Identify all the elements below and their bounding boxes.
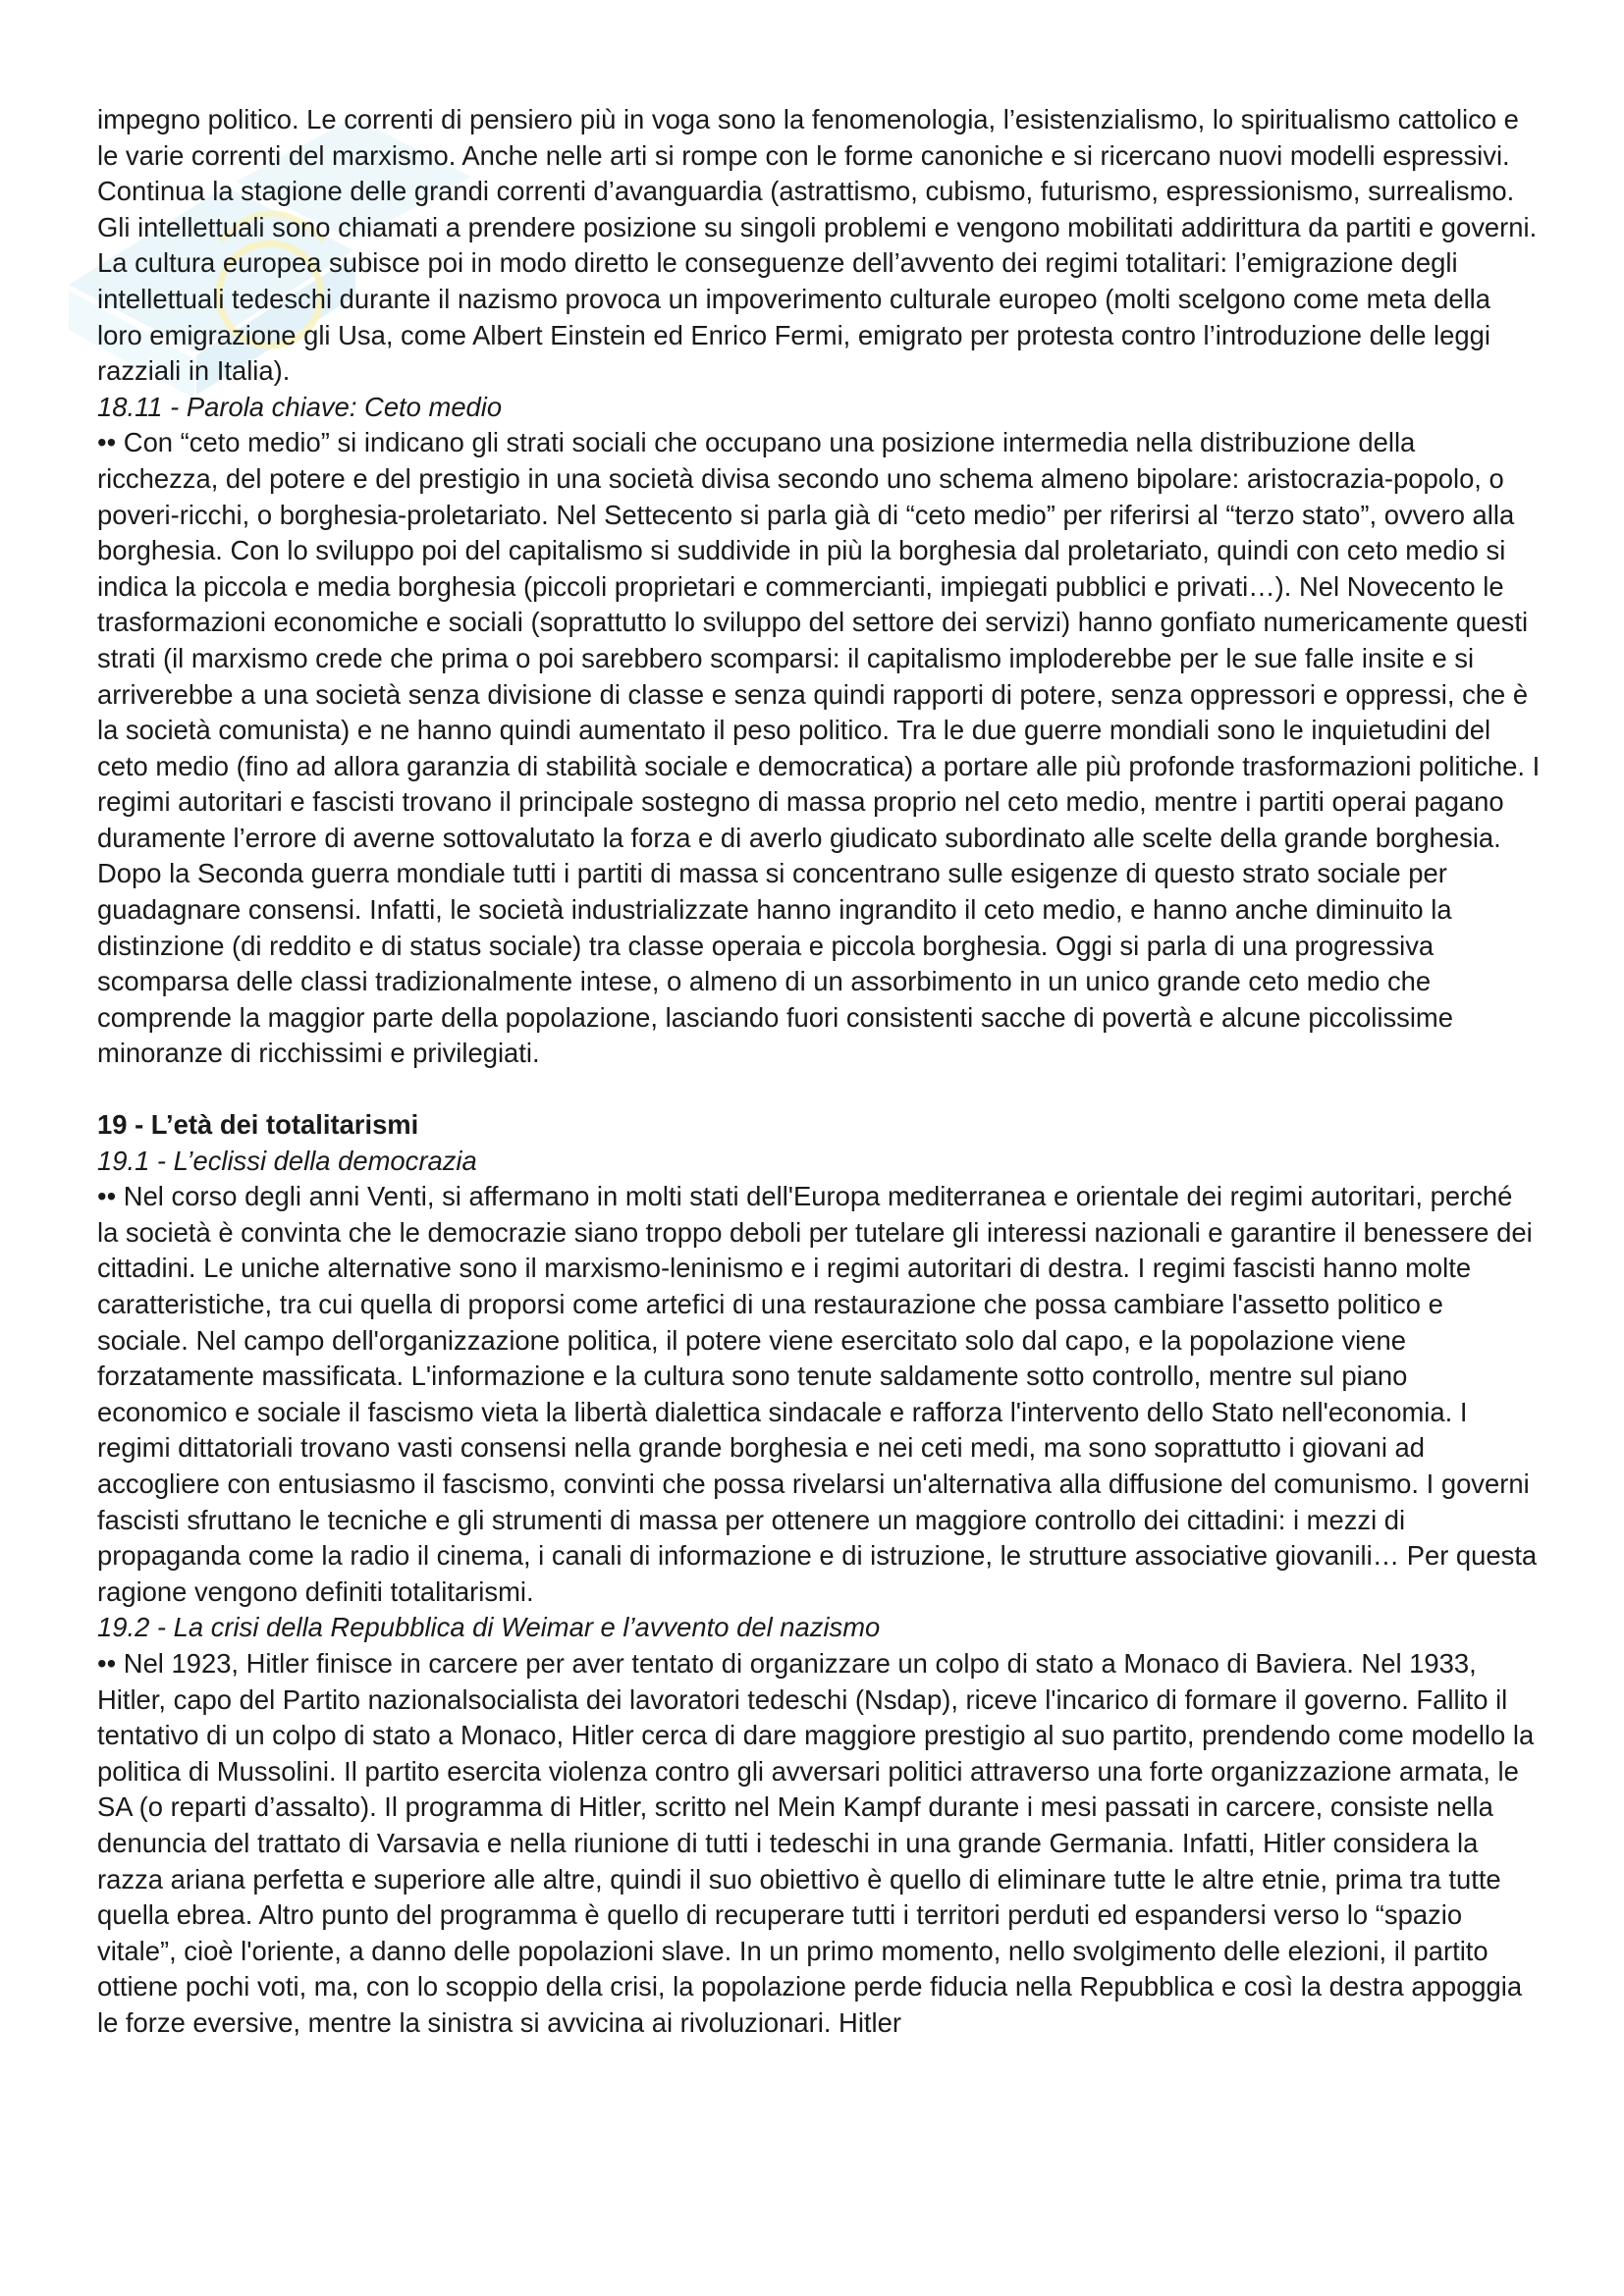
chapter-title: 19 - L’età dei totalitarismi: [97, 1109, 419, 1141]
document-page: [97, 102, 1541, 2041]
section-heading: 19.2 - La crisi della Repubblica di Weimar e l’avvento del nazismo: [97, 1612, 881, 1643]
paragraph: impegno politico. Le correnti di pensiero più in voga sono la fenomenologia, l’esistenzialismo, lo spiritualismo cattolico e le varie correnti del marxismo. Anche nelle arti si rompe con le forme canoniche e si ricercano nuovi modelli espressivi. Continua la stagione delle grandi correnti d’avanguardia (astrattismo, cubismo, futurismo, espressionismo, surrealismo. Gli intellettuali sono chiamati a prendere posizione su singoli problemi e vengono mobilitati addirittura da partiti e governi. La cultura europea subisce poi in modo diretto le conseguenze dell’avvento dei regimi totalitari: l’emigrazione degli intellettuali tedeschi durante il nazismo provoca un impoverimento culturale europeo (molti scelgono come meta della loro emigrazione gli Usa, come Albert Einstein ed Enrico Fermi, emigrato per protesta contro l’introduzione delle leggi razziali in Italia).: [97, 104, 1538, 387]
paragraph: •• Nel 1923, Hitler finisce in carcere per aver tentato di organizzare un colpo di stato a Monaco di Baviera. Nel 1933, Hitler, capo del Partito nazionalsocialista dei lavoratori tedeschi (Nsdap), riceve l'incarico di formare il governo. Fallito il tentativo di un colpo di stato a Monaco, Hitler cerca di dare maggiore prestigio al suo partito, prendendo come modello la politica di Mussolini. Il partito esercita violenza contro gli avversari politici attraverso una forte organizzazione armata, le SA (o reparti d’assalto). Il programma di Hitler, scritto nel Mein Kampf durante i mesi passati in carcere, consiste nella denuncia del trattato di Varsavia e nella riunione di tutti i tedeschi in una grande Germania. Infatti, Hitler considera la razza ariana perfetta e superiore alle altre, quindi il suo obiettivo è quello di eliminare tutte le altre etnie, prima tra tutte quella ebrea. Altro punto del programma è quello di recuperare tutti i territori perduti ed espandersi verso lo “spazio vitale”, cioè l'oriente, a danno delle popolazioni slave. In un primo momento, nello svolgimento delle elezioni, il partito ottiene pochi voti, ma, con lo scoppio della crisi, la popolazione perde fiducia nella Repubblica e così la destra appoggia le forze eversive, mentre la sinistra si avvicina ai rivoluzionari. Hitler: [97, 1647, 1535, 2038]
section-heading: 19.1 - L’eclissi della democrazia: [97, 1145, 477, 1176]
paragraph: •• Con “ceto medio” si indicano gli strati sociali che occupano una posizione intermedia nella distribuzione della ricchezza, del potere e del prestigio in una società divisa secondo uno schema almeno bipolare: aristocrazia-popolo, o poveri-ricchi, o borghesia-proletariato. Nel Settecento si parla già di “ceto medio” per riferirsi al “terzo stato”, ovvero alla borghesia. Con lo sviluppo poi del capitalismo si suddivide in più la borghesia dal proletariato, quindi con ceto medio si indica la piccola e media borghesia (piccoli proprietari e commercianti, impiegati pubblici e privati…). Nel Novecento le trasformazioni economiche e sociali (soprattutto lo sviluppo del settore dei servizi) hanno gonfiato numericamente questi strati (il marxismo crede che prima o poi sarebbero scomparsi: il capitalismo imploderebbe per le sue falle insite e si arriverebbe a una società senza divisione di classe e senza quindi rapporti di potere, senza oppressori e oppressi, che è la società comunista) e ne hanno quindi aumentato il peso politico. Tra le due guerre mondiali sono le inquietudini del ceto medio (fino ad allora garanzia di stabilità sociale e democratica) a portare alle più profonde trasformazioni politiche. I regimi autoritari e fascisti trovano il principale sostegno di massa proprio nel ceto medio, mentre i partiti operai pagano duramente l’errore di averne sottovalutato la forza e di averlo giudicato subordinato alle scelte della grande borghesia. Dopo la Seconda guerra mondiale tutti i partiti di massa si concentrano sulle esigenze di questo strato sociale per guadagnare consensi. Infatti, le società industrializzate hanno ingrandito il ceto medio, e hanno anche diminuito la distinzione (di reddito e di status sociale) tra classe operaia e piccola borghesia. Oggi si parla di una progressiva scomparsa delle classi tradizionalmente intese, o almeno di un assorbimento in un unico grande ceto medio che comprende la maggior parte della popolazione, lasciando fuori consistenti sacche di povertà e alcune piccolissime minoranze di ricchissimi e privilegiati.: [97, 427, 1541, 1069]
section-heading: 18.11 - Parola chiave: Ceto medio: [97, 391, 503, 422]
paragraph: •• Nel corso degli anni Venti, si affermano in molti stati dell'Europa mediterranea e orientale dei regimi autoritari, perché la società è convinta che le democrazie siano troppo deboli per tutelare gli interessi nazionali e garantire il benessere dei cittadini. Le uniche alternative sono il marxismo-leninismo e i regimi autoritari di destra. I regimi fascisti hanno molte caratteristiche, tra cui quella di proporsi come artefici di una restaurazione che possa cambiare l'assetto politico e sociale. Nel campo dell'organizzazione politica, il potere viene esercitato solo dal capo, e la popolazione viene forzatamente massificata. L'informazione e la cultura sono tenute saldamente sotto controllo, mentre sul piano economico e sociale il fascismo vieta la libertà dialettica sindacale e rafforza l'intervento dello Stato nell'economia. I regimi dittatoriali trovano vasti consensi nella grande borghesia e nei ceti medi, ma sono soprattutto i giovani ad accogliere con entusiasmo il fascismo, convinti che possa rivelarsi un'alternativa alla diffusione del comunismo. I governi fascisti sfruttano le tecniche e gli strumenti di massa per ottenere un maggiore controllo dei cittadini: i mezzi di propaganda come la radio il cinema, i canali di informazione e di istruzione, le strutture associative giovanili… Per questa ragione vengono definiti totalitarismi.: [97, 1181, 1538, 1607]
